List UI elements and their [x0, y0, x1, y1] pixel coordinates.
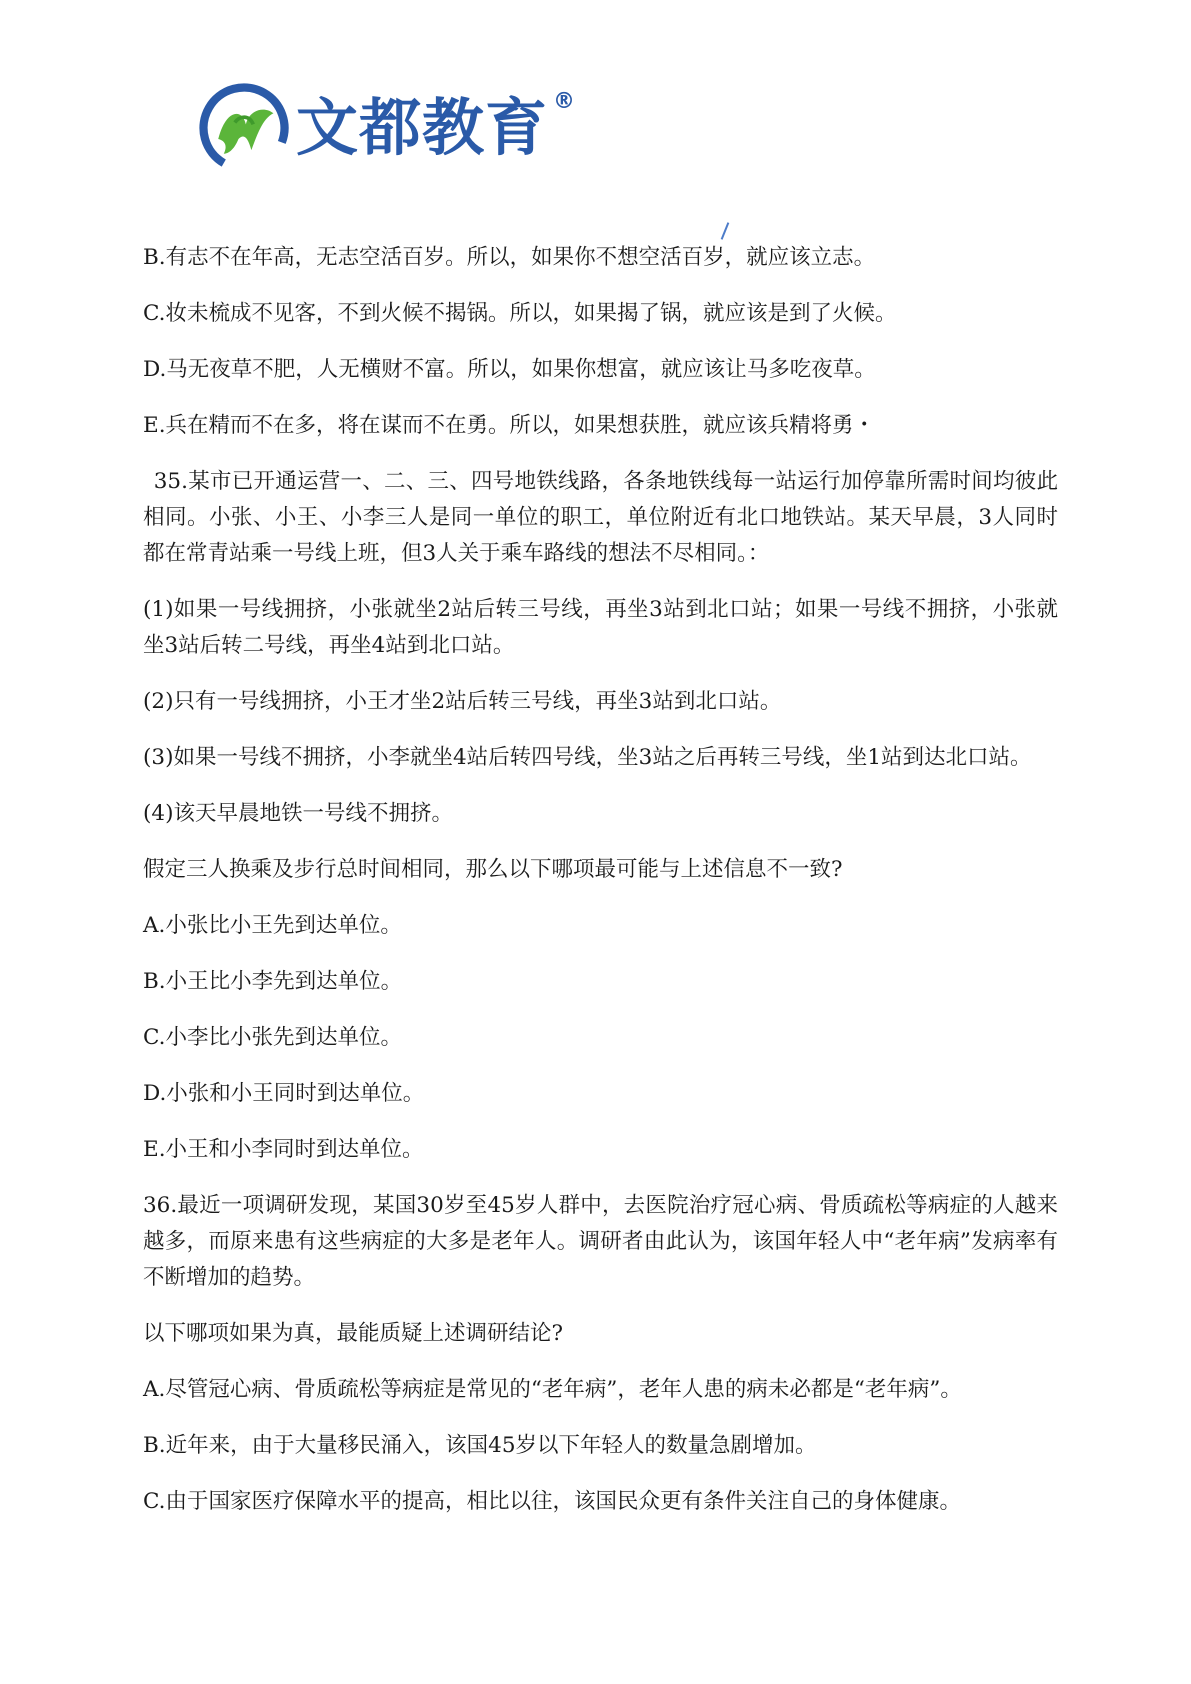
- logo-wordmark: [296, 89, 577, 164]
- option-d-q35: D.小张和小王同时到达单位。: [143, 1081, 425, 1106]
- question-35-condition-3: (3)如果一号线不拥挤，小李就坐4站后转四号线，坐3站之后再转三号线，坐1站到达北口站。: [143, 745, 1032, 770]
- option-b-q35: B.小王比小李先到达单位。: [143, 969, 403, 994]
- wendu-logo-icon: [198, 82, 290, 174]
- registered-mark: ®: [553, 89, 577, 114]
- logo-name: 文都教育: [296, 91, 549, 164]
- option-e-q34: E.兵在精而不在多，将在谋而不在勇。所以，如果想获胜，就应该兵精将勇・: [143, 413, 876, 438]
- question-35-condition-4: (4)该天早晨地铁一号线不拥挤。: [143, 801, 453, 826]
- question-36-prompt: 以下哪项如果为真，最能质疑上述调研结论?: [143, 1321, 564, 1346]
- stray-mark: [721, 222, 730, 239]
- option-a-q36: A.尽管冠心病、骨质疏松等病症是常见的“老年病”，老年人患的病未必都是“老年病”。: [143, 1377, 962, 1402]
- question-35-condition-2: (2)只有一号线拥挤，小王才坐2站后转三号线，再坐3站到北口站。: [143, 689, 782, 714]
- option-c-q34: C.妆未梳成不见客，不到火候不揭锅。所以，如果揭了锅，就应该是到了火候。: [143, 301, 897, 326]
- option-a-q35: A.小张比小王先到达单位。: [143, 913, 402, 938]
- question-35-condition-1: (1)如果一号线拥挤，小张就坐2站后转三号线，再坐3站到北口站；如果一号线不拥挤，小张就坐3站后转二号线，再坐4站到北口站。: [143, 597, 1058, 658]
- question-36-stem: 36.最近一项调研发现，某国30岁至45岁人群中，去医院治疗冠心病、骨质疏松等病症的人越来越多，而原来患有这些病症的大多是老年人。调研者由此认为，该国年轻人中“老年病”发病率有不断增加的趋势。: [143, 1193, 1058, 1290]
- option-b-q34: B.有志不在年高，无志空活百岁。所以，如果你不想空活百岁，就应该立志。: [143, 245, 876, 270]
- option-c-q35: C.小李比小张先到达单位。: [143, 1025, 403, 1050]
- wendu-logo: [198, 82, 577, 174]
- option-c-q36: C.由于国家医疗保障水平的提高，相比以往，该国民众更有条件关注自己的身体健康。: [143, 1489, 962, 1514]
- option-b-q36: B.近年来，由于大量移民涌入，该国45岁以下年轻人的数量急剧增加。: [143, 1433, 817, 1458]
- option-e-q35: E.小王和小李同时到达单位。: [143, 1137, 424, 1162]
- option-d-q34: D.马无夜草不肥，人无横财不富。所以，如果你想富，就应该让马多吃夜草。: [143, 357, 876, 382]
- question-35-stem: 35.某市已开通运营一、二、三、四号地铁线路，各条地铁线每一站运行加停靠所需时间均彼此相同。小张、小王、小李三人是同一单位的职工，单位附近有北口地铁站。某天早晨，3人同时都在常青站乘一号线上班，但3人关于乘车路线的想法不尽相同。：: [143, 469, 1058, 566]
- question-35-prompt: 假定三人换乘及步行总时间相同，那么以下哪项最可能与上述信息不一致?: [143, 857, 843, 882]
- document-body: [143, 240, 1058, 1540]
